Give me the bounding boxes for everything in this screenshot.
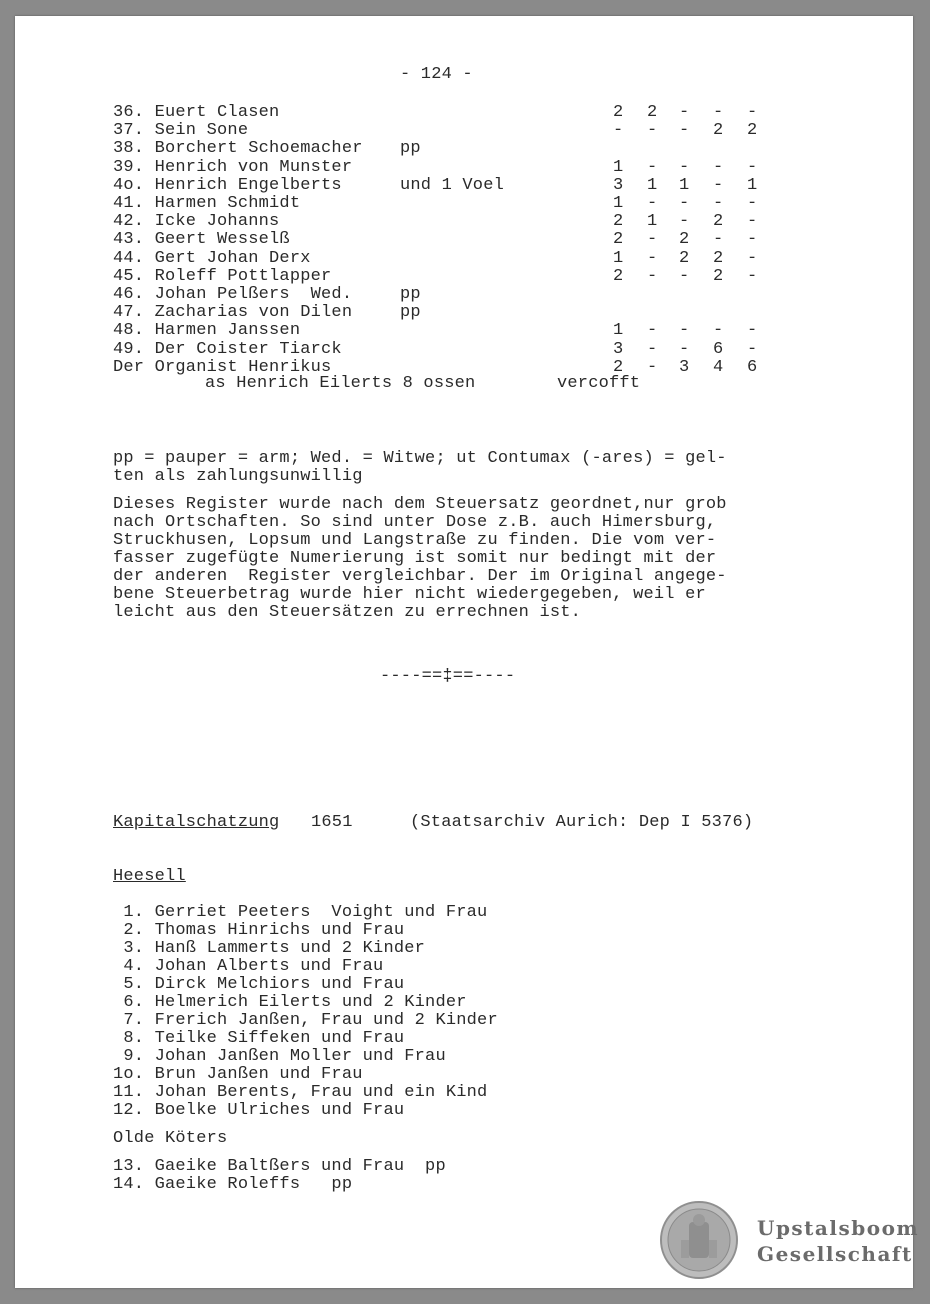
logo-line-2: Gesellschaft <box>757 1242 913 1266</box>
register-cell: - <box>713 103 724 122</box>
register-cell: 1 <box>613 157 624 177</box>
register-cell: - <box>647 321 658 341</box>
legend-line-1: pp = pauper = arm; Wed. = Witwe; ut Contumax (-ares) = gel- <box>113 449 727 468</box>
register-cell: 2 <box>647 103 658 122</box>
register-row-label: 42. Icke Johanns <box>113 212 280 232</box>
register-cell: - <box>679 157 690 177</box>
register-cell: 3 <box>679 357 690 377</box>
register-row-label: 48. Harmen Janssen <box>113 321 301 341</box>
register-cell: 1 <box>613 194 624 213</box>
register-sold-line: as Henrich Eilerts 8 ossen <box>205 374 476 393</box>
register-cell: 1 <box>647 175 658 195</box>
register-cell: - <box>713 230 724 250</box>
seal-icon <box>659 1200 739 1280</box>
list-item: 11. Johan Berents, Frau und ein Kind <box>113 1083 488 1102</box>
list-item: 8. Teilke Siffeken und Frau <box>113 1029 405 1048</box>
register-cell: - <box>679 121 690 141</box>
list-item: 7. Frerich Janßen, Frau und 2 Kinder <box>113 1011 498 1030</box>
register-row-label: 45. Roleff Pottlapper <box>113 266 332 286</box>
register-cell: - <box>679 212 690 232</box>
location-heading: Heesell <box>113 867 186 886</box>
register-cell: - <box>679 103 690 122</box>
register-cell: - <box>747 248 758 268</box>
register-cell: - <box>713 321 724 341</box>
section-year: 1651 <box>311 813 353 832</box>
register-row-label: Der Organist Henrikus <box>113 357 332 377</box>
register-cell: 1 <box>679 175 690 195</box>
register-cell: 2 <box>613 103 624 122</box>
register-cell: 2 <box>613 212 624 232</box>
register-cell: - <box>747 230 758 250</box>
register-cell: - <box>647 339 658 359</box>
register-cell: - <box>747 103 758 122</box>
register-cell: - <box>747 321 758 341</box>
document-page <box>15 16 920 1288</box>
subheading: Olde Köters <box>113 1129 228 1148</box>
register-cell: - <box>679 321 690 341</box>
register-row-note: pp <box>400 285 421 304</box>
register-row-label: 43. Geert Wesselß <box>113 230 290 250</box>
register-row-label: 37. Sein Sone <box>113 121 249 141</box>
register-row-label: 49. Der Coister Tiarck <box>113 339 342 359</box>
register-cell: - <box>713 175 724 195</box>
register-row-note: und 1 Voel <box>400 175 505 195</box>
list-item: 5. Dirck Melchiors und Frau <box>113 975 405 994</box>
list-item: 4. Johan Alberts und Frau <box>113 957 384 976</box>
paragraph-line-3: Struckhusen, Lopsum und Langstraße zu finden. Die vom ver- <box>113 531 717 550</box>
paragraph-line-6: bene Steuerbetrag wurde hier nicht wiedergegeben, weil er <box>113 585 706 604</box>
register-row-note: pp <box>400 303 421 323</box>
register-cell: 1 <box>613 248 624 268</box>
paragraph-line-7: leicht aus den Steuersätzen zu errechnen ist. <box>113 603 582 622</box>
list-item: 1o. Brun Janßen und Frau <box>113 1065 363 1084</box>
logo-line-1: Upstalsboom <box>757 1216 920 1240</box>
register-cell: - <box>647 157 658 177</box>
register-cell: 2 <box>747 121 758 141</box>
register-cell: 2 <box>713 266 724 286</box>
register-cell: 2 <box>613 230 624 250</box>
register-cell: - <box>647 121 658 141</box>
paragraph-line-4: fasser zugefügte Numerierung ist somit nur bedingt mit der <box>113 549 717 568</box>
register-cell: - <box>679 266 690 286</box>
register-cell: 4 <box>713 357 724 377</box>
register-cell: - <box>713 194 724 213</box>
list-item: 6. Helmerich Eilerts und 2 Kinder <box>113 993 467 1012</box>
list-item: 12. Boelke Ulriches und Frau <box>113 1101 405 1120</box>
register-cell: - <box>747 157 758 177</box>
register-cell: 1 <box>613 321 624 341</box>
logo <box>659 1200 919 1280</box>
section-source: (Staatsarchiv Aurich: Dep I 5376) <box>410 813 754 832</box>
register-cell: - <box>613 121 624 141</box>
section-title: Kapitalschatzung <box>113 813 280 832</box>
register-cell: 6 <box>713 339 724 359</box>
register-cell: - <box>679 339 690 359</box>
register-cell: - <box>747 212 758 232</box>
register-cell: - <box>647 266 658 286</box>
register-row-label: 46. Johan Pelßers Wed. <box>113 285 353 304</box>
register-cell: - <box>679 194 690 213</box>
register-row-label: 4o. Henrich Engelberts <box>113 175 342 195</box>
register-row-note: pp <box>400 139 421 159</box>
register-cell: 2 <box>679 230 690 250</box>
list-item: 2. Thomas Hinrichs und Frau <box>113 921 405 940</box>
register-cell: 2 <box>679 248 690 268</box>
register-cell: 1 <box>647 212 658 232</box>
legend-line-2: ten als zahlungsunwillig <box>113 467 363 486</box>
register-cell: 2 <box>713 121 724 141</box>
register-cell: - <box>647 248 658 268</box>
register-cell: 2 <box>713 212 724 232</box>
register-cell: 3 <box>613 175 624 195</box>
register-cell: 2 <box>713 248 724 268</box>
list-item: 9. Johan Janßen Moller und Frau <box>113 1047 446 1066</box>
list-item: 3. Hanß Lammerts und 2 Kinder <box>113 939 426 958</box>
register-row-label: 44. Gert Johan Derx <box>113 248 311 268</box>
register-cell: - <box>647 194 658 213</box>
paragraph-line-1: Dieses Register wurde nach dem Steuersatz geordnet,nur grob <box>113 495 727 514</box>
register-cell: - <box>647 230 658 250</box>
register-cell: - <box>747 266 758 286</box>
register-row-label: 39. Henrich von Munster <box>113 157 353 177</box>
register-cell: - <box>747 194 758 213</box>
list-item: 1. Gerriet Peeters Voight und Frau <box>113 903 488 922</box>
register-row-label: 41. Harmen Schmidt <box>113 194 301 213</box>
page-number: - 124 - <box>400 65 473 84</box>
register-row-label: 47. Zacharias von Dilen <box>113 303 353 323</box>
separator: ----==‡==---- <box>380 667 516 686</box>
register-cell: - <box>747 339 758 359</box>
register-cell: 1 <box>747 175 758 195</box>
register-cell: 3 <box>613 339 624 359</box>
register-cell: - <box>647 357 658 377</box>
register-row-label: 36. Euert Clasen <box>113 103 280 122</box>
list-item: 13. Gaeike Baltßers und Frau pp <box>113 1157 446 1176</box>
register-cell: - <box>713 157 724 177</box>
register-sold-word: vercofft <box>557 374 641 393</box>
paragraph-line-2: nach Ortschaften. So sind unter Dose z.B. auch Himersburg, <box>113 513 717 532</box>
list-item: 14. Gaeike Roleffs pp <box>113 1175 353 1194</box>
paragraph-line-5: der anderen Register vergleichbar. Der im Original angege- <box>113 567 727 586</box>
register-cell: 2 <box>613 357 624 377</box>
register-cell: 2 <box>613 266 624 286</box>
register-row-label: 38. Borchert Schoemacher <box>113 139 363 159</box>
register-cell: 6 <box>747 357 758 377</box>
